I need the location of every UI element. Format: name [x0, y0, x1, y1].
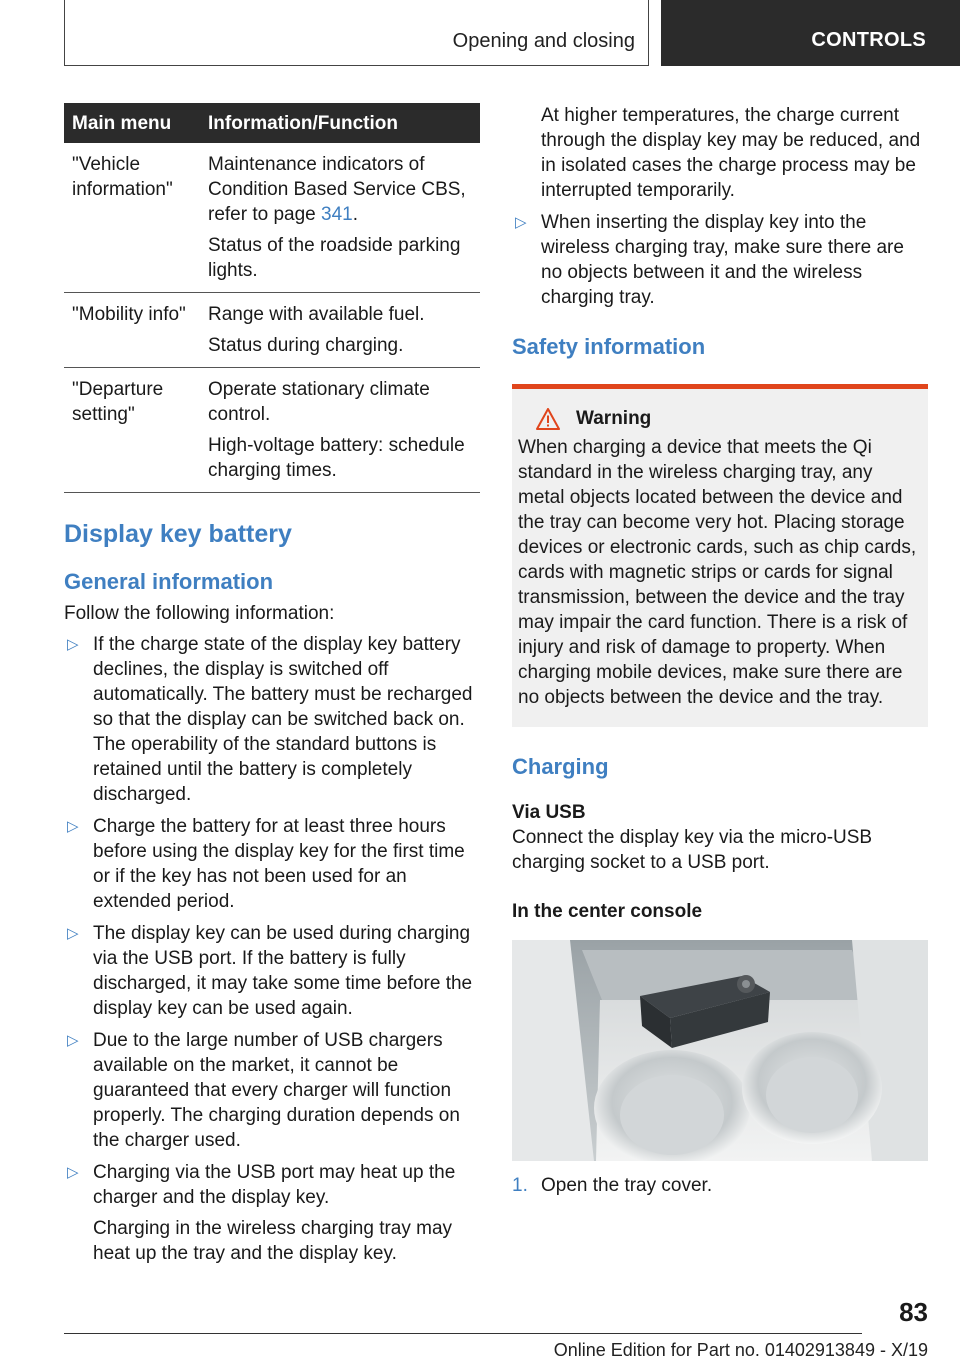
bullet-list [64, 632, 480, 1266]
right-column [512, 103, 928, 1198]
warning-triangle-icon [536, 408, 560, 430]
table-cell-menu: "Vehicle information" [64, 143, 200, 293]
usb-text: Connect the display key via the micro-USB charging socket to a USB port. [512, 827, 873, 873]
list-item [64, 921, 480, 1021]
list-item [64, 814, 480, 914]
table-cell-menu: "Departure setting" [64, 368, 200, 493]
list-item-text: Charging in the wireless charging tray may heat up the tray and the display key. [93, 1218, 453, 1264]
menu-table-header-row [64, 103, 480, 143]
page-reference-link[interactable]: 341 [321, 204, 353, 225]
section-title: Display key battery [64, 520, 292, 548]
list-item-text: The display key can be used during charging via the USB port. If the battery is fully discharged, it may take some time before the display key can be used again. [93, 923, 473, 1019]
center-console-tray-illustration [512, 940, 928, 1161]
list-item [512, 210, 928, 310]
list-item-text: Due to the large number of USB chargers available on the market, it cannot be guaranteed that every charger will function properly. The charging duration depends on the charger used. [93, 1030, 460, 1151]
table-info-line: Status during charging. [208, 335, 404, 356]
menu-table-header-main: Main menu [64, 103, 200, 143]
list-item-text: When inserting the display key into the wireless charging tray, make sure there are no objects between it and the wireless charging tray. [541, 212, 904, 308]
bullet-list [512, 210, 928, 310]
warning-label: Warning [576, 408, 652, 429]
intro-text: Follow the following information: [64, 603, 335, 624]
continuation-text: At higher temperatures, the charge current through the display key may be reduced, and in isolated cases the charge process may be interrupted temporarily. [541, 105, 921, 201]
header-section-title: Opening and closing [452, 30, 635, 52]
triangle-right-icon: ▷ [67, 636, 79, 653]
table-row [64, 293, 480, 368]
table-row [64, 143, 480, 293]
table-cell-info [200, 293, 480, 368]
table-info-text: . [352, 204, 359, 225]
safety-title: Safety information [512, 334, 706, 359]
table-cell-info [200, 143, 480, 293]
page-number: 83 [899, 1297, 928, 1327]
list-item-text: Charging via the USB port may heat up the charger and the display key. [93, 1162, 456, 1208]
subsection-title: General information [64, 569, 274, 594]
table-info-line [208, 152, 472, 227]
header-chapter-label: CONTROLS [811, 29, 926, 51]
table-row [64, 368, 480, 493]
footer-divider [64, 1333, 862, 1334]
list-item [64, 632, 480, 807]
header-chapter-tab [661, 0, 960, 66]
menu-table [64, 103, 480, 493]
list-item-text: If the charge state of the display key battery declines, the display is switched off automatically. The battery must be recharged so that the display can be switched back on. The operability of the standard buttons is retained until the battery is completely discharged. [93, 634, 473, 805]
triangle-right-icon: ▷ [67, 818, 79, 835]
table-info-line: High-voltage battery: schedule charging times. [208, 435, 465, 481]
table-cell-info [200, 368, 480, 493]
warning-header [518, 406, 922, 431]
triangle-right-icon: ▷ [67, 1164, 79, 1181]
list-item [64, 1160, 480, 1266]
charging-title: Charging [512, 754, 609, 779]
list-item [512, 1173, 928, 1198]
footer-edition: Online Edition for Part no. 01402913849 - X/19 [553, 1340, 928, 1360]
triangle-right-icon: ▷ [67, 925, 79, 942]
warning-box [512, 384, 928, 727]
step-list [512, 1173, 928, 1198]
menu-table-header-info: Information/Function [200, 103, 480, 143]
table-info-line: Status of the roadside parking lights. [208, 235, 461, 281]
left-column [64, 103, 480, 1273]
warning-text: When charging a device that meets the Qi standard in the wireless charging tray, any metal objects located between the device and the tray can become very hot. Placing storage devices or electronic cards, such as chip cards, cards with magnetic strips or cards for signal transmission, between the device and the tray may impair the card function. There is a risk of injury and risk of damage to property. When charging mobile devices, make sure there are no objects between the device and the tray. [518, 437, 917, 708]
triangle-right-icon: ▷ [515, 214, 527, 231]
console-title: In the center console [512, 901, 703, 922]
table-cell-menu: "Mobility info" [64, 293, 200, 368]
step-text: Open the tray cover. [541, 1175, 713, 1196]
triangle-right-icon: ▷ [67, 1032, 79, 1049]
table-info-line: Range with available fuel. [208, 304, 425, 325]
list-item [64, 1028, 480, 1153]
usb-title: Via USB [512, 802, 586, 823]
table-info-text: Maintenance indicators of Condition Based Service CBS, refer to page [208, 154, 466, 225]
list-item-text: Charge the battery for at least three hours before using the display key for the first time or if the key has not been used for an extended period. [93, 816, 465, 912]
step-number: 1. [512, 1175, 528, 1196]
table-info-line: Operate stationary climate control. [208, 379, 430, 425]
